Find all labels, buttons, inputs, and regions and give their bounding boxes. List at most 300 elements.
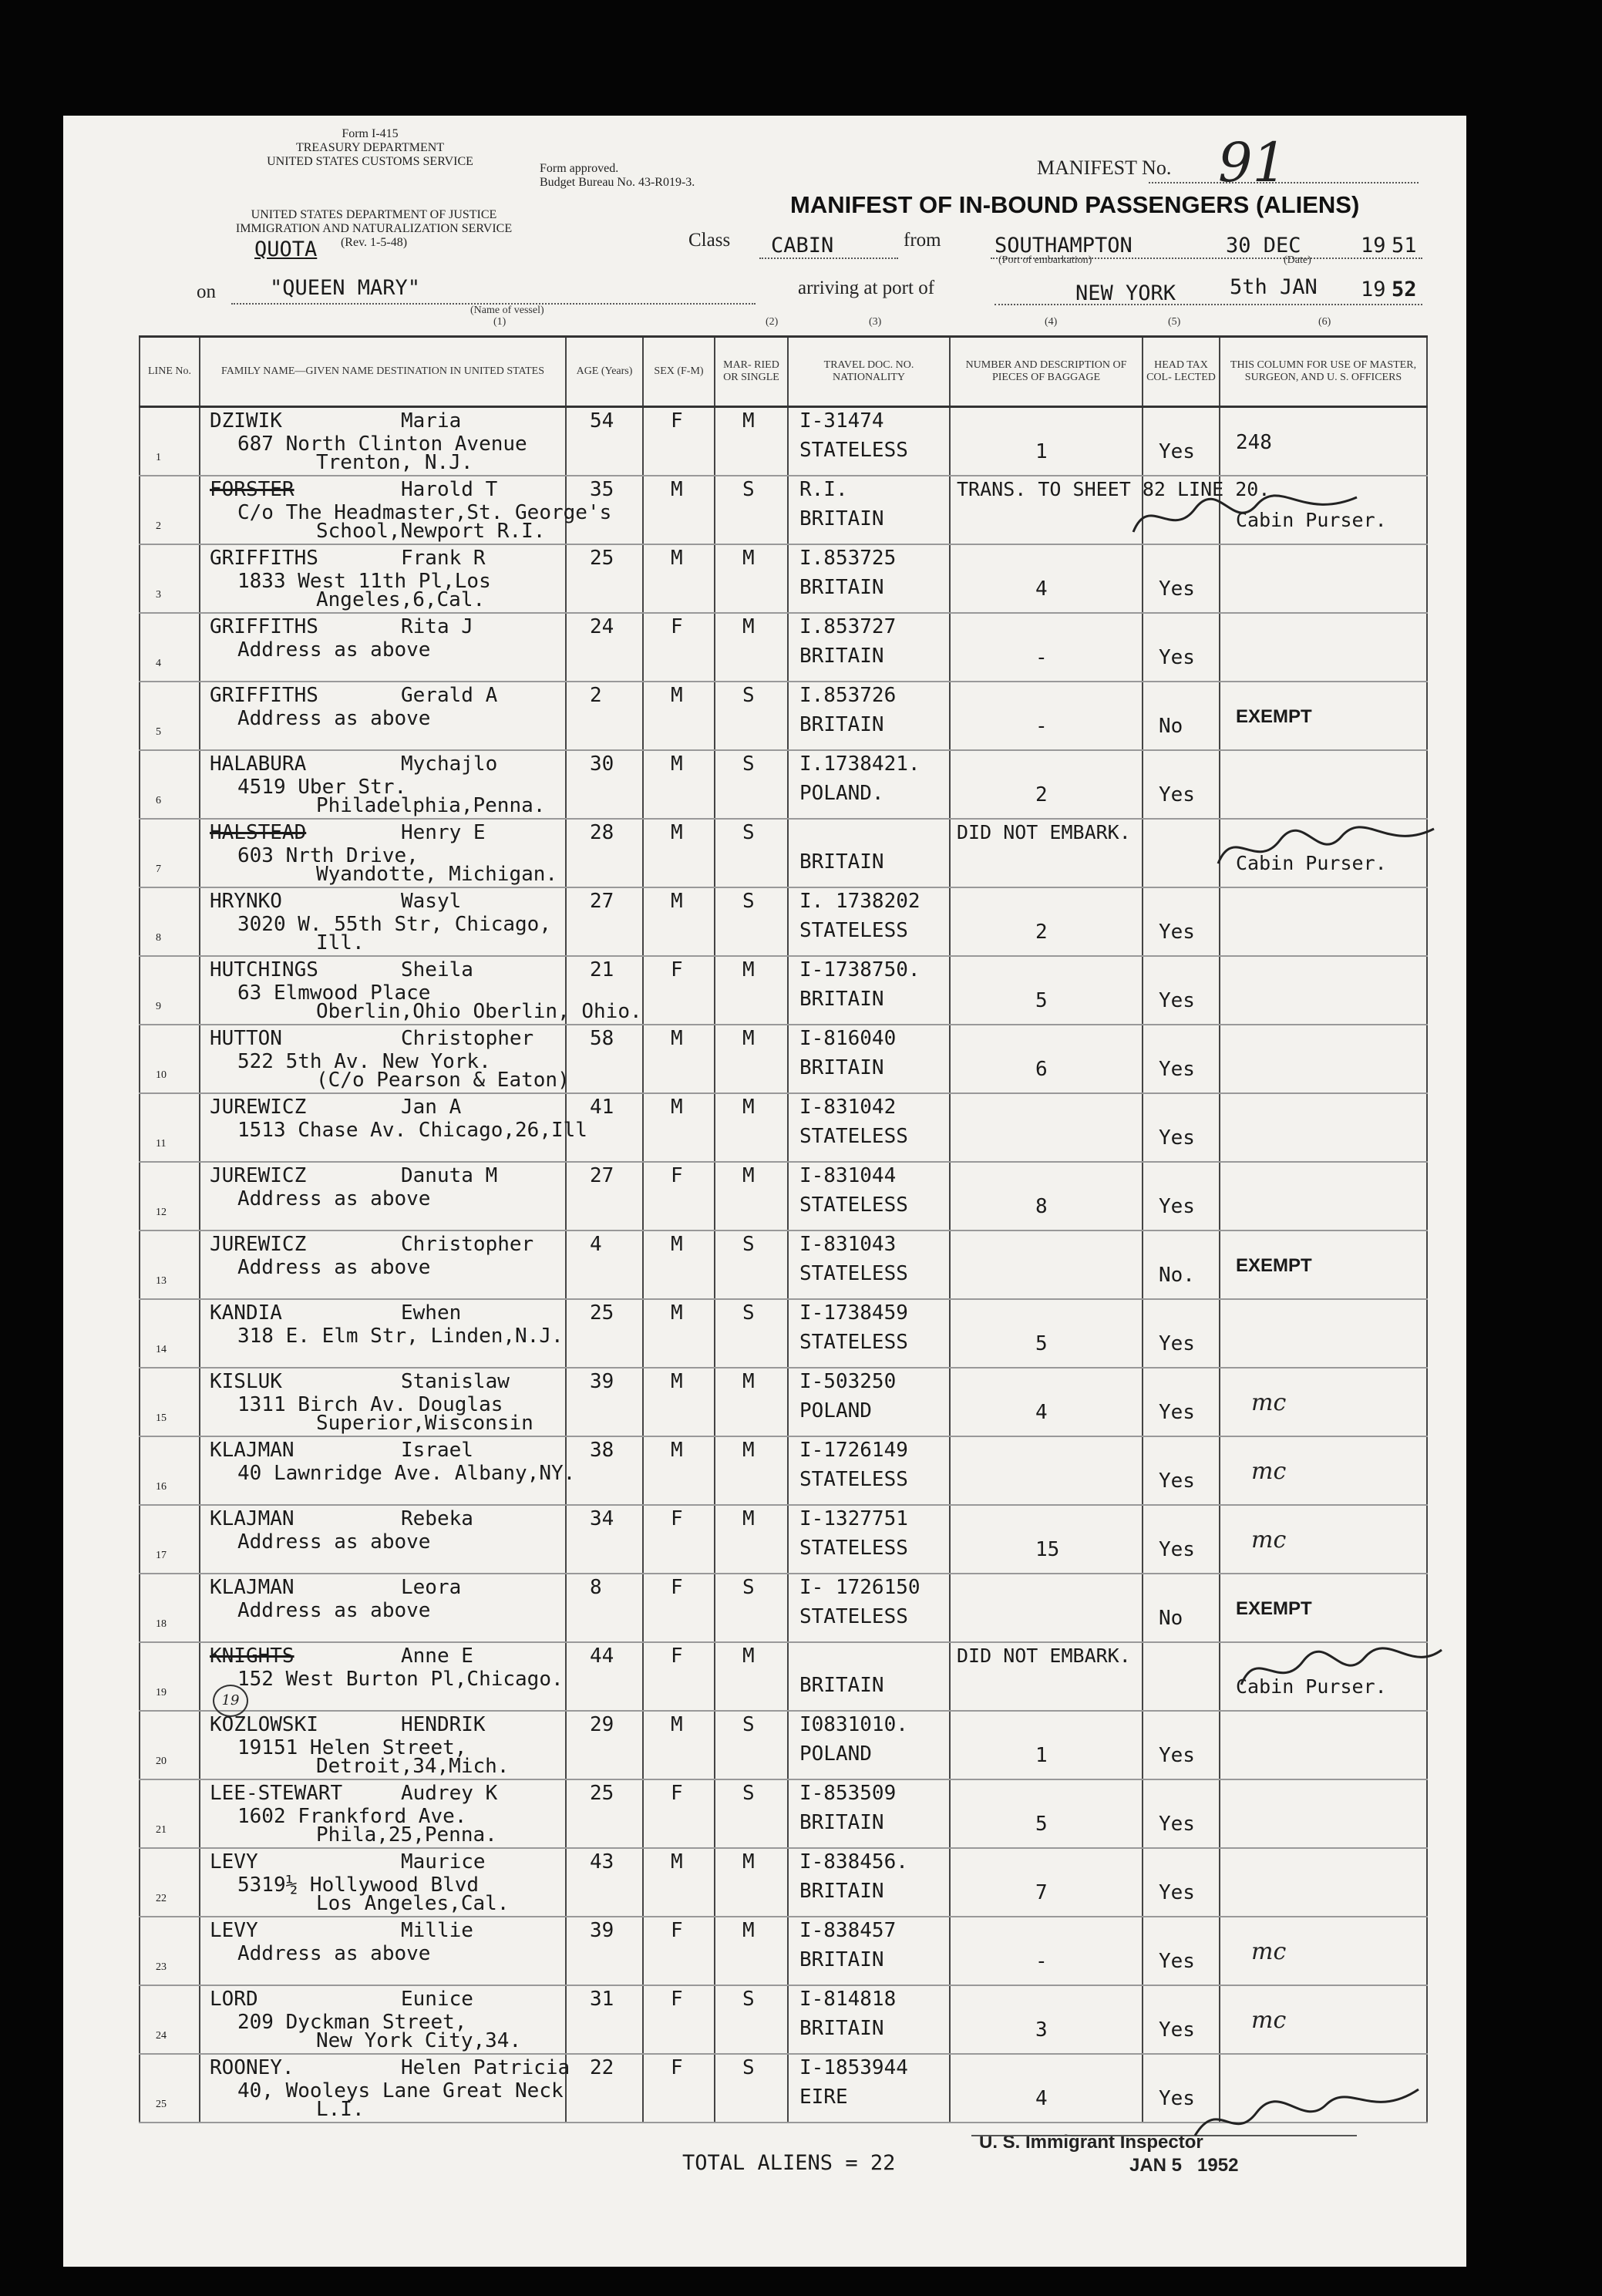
head-tax-cell-text: No [1159,715,1183,738]
nationality: STATELESS [799,919,908,942]
surname: KLAJMAN [210,1439,294,1462]
travel-doc-cell [788,1985,950,2054]
head-tax-cell-text: Yes [1159,440,1195,463]
head-tax-cell [1143,1848,1220,1917]
line-number [140,1779,200,1848]
given-name: Maurice [401,1850,486,1873]
head-tax-cell [1143,1574,1220,1642]
surname: GRIFFITHS [210,615,318,638]
address-line-1: 40 Lawnridge Ave. Albany,NY. [237,1462,576,1485]
marital-cell-text: S [742,821,755,844]
form-number: Form I-415 [342,127,399,140]
sex-cell-text: M [671,821,683,844]
officer-note-cell [1220,1299,1427,1368]
table-row [140,613,1427,682]
officer-note-cell [1220,1230,1427,1299]
address-line-1: 5319½ Hollywood Blvd [237,1873,480,1897]
on-label: on [197,281,216,302]
address-line-1: C/o The Headmaster,St. George's [237,501,612,524]
travel-doc-cell [788,682,950,750]
address-line-2: Ill. [316,931,365,954]
col-num-4: (4) [1045,316,1058,328]
stamp-date: JAN 5 1952 [1129,2155,1239,2176]
nationality: STATELESS [799,1537,908,1560]
age-cell [566,682,643,750]
line-number [140,1436,200,1505]
sex-cell-text: M [671,752,683,776]
address-line-1: 1602 Frankford Ave. [237,1805,467,1828]
marital-cell [715,956,788,1025]
address-line-2: (C/o Pearson & Eaton) [316,1069,570,1092]
head-tax-cell [1143,1985,1220,2054]
name-cell [200,1368,566,1436]
travel-doc-number: I-853509 [799,1782,897,1805]
head-tax-cell-text: Yes [1159,1470,1195,1493]
age-cell [566,1025,643,1093]
baggage-cell [950,407,1143,476]
nationality: BRITAIN [799,507,884,530]
travel-doc-number: I-503250 [799,1370,897,1393]
travel-doc-number: I- 1726150 [799,1576,920,1599]
table-row [140,1093,1427,1162]
line-number [140,407,200,476]
given-name: Israel [401,1439,473,1462]
travel-doc-number: I.1738421. [799,752,920,776]
age-cell-text: 27 [590,890,614,913]
officer-note-cell [1220,1505,1427,1574]
head-tax-cell-text: Yes [1159,783,1195,806]
given-name: Wasyl [401,890,462,913]
baggage-cell [950,956,1143,1025]
sex-cell-text: F [671,1576,683,1599]
officer-note-cell-text: Cabin Purser. [1236,509,1387,531]
name-cell [200,682,566,750]
sex-cell [643,1025,715,1093]
sex-cell [643,1299,715,1368]
given-name: Eunice [401,1988,473,2011]
age-cell-text: 22 [590,2056,614,2079]
line-number-text: 8 [156,932,161,944]
given-name: Helen Patricia [401,2056,570,2079]
table-row [140,1985,1427,2054]
line-number [140,613,200,682]
form-info [254,127,486,169]
given-name: Henry E [401,821,486,844]
baggage-cell [950,1436,1143,1505]
marital-cell [715,1299,788,1368]
head-tax-cell [1143,1917,1220,1985]
travel-doc-number: I-816040 [799,1027,897,1050]
address-line-1: 318 E. Elm Str, Linden,N.J. [237,1325,564,1348]
address-line-1: 63 Elmwood Place [237,981,431,1005]
head-tax-cell [1143,887,1220,956]
surname: HALABURA [210,752,307,776]
given-name: Ewhen [401,1301,462,1325]
approval-info [540,162,771,190]
marital-cell [715,1025,788,1093]
purser-signature-2 [1210,817,1442,879]
baggage-cell [950,1093,1143,1162]
travel-doc-cell [788,1162,950,1230]
sex-cell-text: M [671,1370,683,1393]
given-name: Leora [401,1576,462,1599]
sex-cell-text: F [671,1507,683,1530]
address-line-2: New York City,34. [316,2029,522,2052]
age-cell [566,407,643,476]
age-cell [566,1711,643,1779]
baggage-cell [950,2054,1143,2123]
sex-cell [643,476,715,544]
nationality: BRITAIN [799,713,884,736]
age-cell-text: 30 [590,752,614,776]
age-cell [566,956,643,1025]
line-number [140,956,200,1025]
surname: KANDIA [210,1301,282,1325]
marital-cell-text: S [742,1782,755,1805]
line-number-text: 2 [156,520,161,532]
address-line-2: L.I. [316,2098,365,2121]
given-name: Christopher [401,1027,534,1050]
baggage-cell [950,1574,1143,1642]
name-cell [200,2054,570,2123]
travel-doc-cell [788,476,950,544]
baggage-cell-text: - [1035,715,1048,738]
officer-note-cell [1220,1917,1427,1985]
nationality: POLAND [799,1399,872,1422]
marital-cell-text: S [742,2056,755,2079]
line-number-text: 9 [156,1001,161,1012]
manifest-title: MANIFEST OF IN-BOUND PASSENGERS (ALIENS) [790,191,1360,218]
baggage-cell [950,1779,1143,1848]
travel-doc-cell [788,750,950,819]
vessel-caption: (Name of vessel) [470,305,544,316]
marital-cell-text: M [742,1370,755,1393]
line-number-text: 19 [156,1687,167,1698]
nationality: STATELESS [799,1262,908,1285]
age-cell-text: 25 [590,1301,614,1325]
passenger-table [139,335,1428,2123]
given-name: Stanislaw [401,1370,510,1393]
given-name: Harold T [401,478,498,501]
age-cell-text: 2 [590,684,602,707]
baggage-cell-text: 15 [1035,1538,1060,1561]
head-tax-cell [1143,1025,1220,1093]
sex-cell [643,1368,715,1436]
line-number [140,1917,200,1985]
name-cell [200,407,566,476]
head-tax-cell-text: Yes [1159,1744,1195,1767]
line-number-text: 4 [156,658,161,669]
sex-cell-text: M [671,478,683,501]
travel-doc-number: I-1853944 [799,2056,908,2079]
age-cell-text: 39 [590,1370,614,1393]
head-tax-cell [1143,407,1220,476]
baggage-cell [950,750,1143,819]
line-number-text: 24 [156,2030,167,2042]
arriving-date: 5th JAN [1230,275,1318,299]
col-num-3: (3) [869,316,882,328]
marital-cell [715,1848,788,1917]
given-name: Anne E [401,1645,473,1668]
line-number [140,2054,200,2123]
nationality: STATELESS [799,1605,908,1628]
baggage-cell [950,1917,1143,1985]
age-cell [566,1162,643,1230]
justice-info [193,208,555,250]
baggage-cell-text: 1 [1035,440,1048,463]
travel-doc-cell [788,613,950,682]
baggage-cell-text: 8 [1035,1195,1048,1218]
line-number [140,476,200,544]
travel-doc-number: R.I. [799,478,848,501]
address-line-1: 4519 Uber Str. [237,776,407,799]
surname: HUTCHINGS [210,958,318,981]
marital-cell [715,819,788,887]
baggage-cell [950,1025,1143,1093]
head-tax-cell-text: Yes [1159,1881,1195,1904]
name-cell [200,1711,566,1779]
surname: JUREWICZ [210,1164,307,1187]
baggage-cell-text: 1 [1035,1744,1048,1767]
sex-cell-text: M [671,547,683,570]
sex-cell-text: M [671,1027,683,1050]
name-cell [200,1162,566,1230]
name-cell [200,1779,566,1848]
line-number [140,1848,200,1917]
head-tax-cell [1143,1299,1220,1368]
officer-note-cell [1220,1368,1427,1436]
travel-doc-cell [788,544,950,613]
head-tax-cell-text: Yes [1159,2018,1195,2042]
marital-cell-text: M [742,409,755,433]
address-line-1: 1513 Chase Av. Chicago,26,Ill [237,1119,587,1142]
baggage-cell [950,544,1143,613]
marital-cell-text: S [742,1301,755,1325]
class-value: CABIN [771,234,834,258]
baggage-cell-text: 5 [1035,989,1048,1012]
travel-doc-number: I-814818 [799,1988,897,2011]
arriving-year-prefix: 19 [1361,278,1386,301]
sex-cell [643,613,715,682]
header-married: MAR- RIED OR SINGLE [715,337,788,407]
surname: KLAJMAN [210,1507,294,1530]
col-num-1: (1) [493,316,507,328]
table-row [140,1436,1427,1505]
marital-cell-text: M [742,1439,755,1462]
officer-note-cell-text: Cabin Purser. [1236,1675,1387,1698]
table-row [140,1368,1427,1436]
name-cell [200,887,566,956]
baggage-cell-text: 7 [1035,1881,1048,1904]
table-row [140,1162,1427,1230]
head-tax-cell [1143,1642,1220,1711]
given-name: Jan A [401,1096,462,1119]
given-name: Gerald A [401,684,498,707]
baggage-cell [950,1848,1143,1917]
line-number-text: 3 [156,589,161,601]
baggage-cell [950,613,1143,682]
nationality: STATELESS [799,1125,908,1148]
marital-cell [715,1093,788,1162]
table-row [140,1505,1427,1574]
line-number-text: 5 [156,726,161,738]
age-cell-text: 58 [590,1027,614,1050]
nationality: BRITAIN [799,850,884,874]
address-line-2: School,Newport R.I. [316,520,546,543]
marital-cell [715,476,788,544]
baggage-cell-text: 5 [1035,1813,1048,1836]
head-tax-cell [1143,1368,1220,1436]
marital-cell-text: M [742,547,755,570]
head-tax-cell [1143,682,1220,750]
line-number [140,1230,200,1299]
total-aliens: TOTAL ALIENS = 22 [682,2151,896,2175]
head-tax-cell-text: Yes [1159,1813,1195,1836]
manifest-number: 91 [1218,131,1287,194]
budget-label: Budget Bureau No. 43-R019-3. [540,176,695,189]
travel-doc-number: I.853726 [799,684,897,707]
travel-doc-cell [788,2054,950,2123]
header-family-name: FAMILY NAME—GIVEN NAME DESTINATION IN UNITED STATES [200,337,566,407]
line-number [140,1711,200,1779]
officer-note-cell-text: 248 [1236,431,1272,454]
marital-cell [715,544,788,613]
officer-note-cell-text: EXEMPT [1236,1255,1312,1276]
sex-cell-text: F [671,409,683,433]
sex-cell-text: M [671,1439,683,1462]
officer-note-cell-text: EXEMPT [1236,1598,1312,1619]
address-line-2: Oberlin,Ohio Oberlin, Ohio. [316,1000,642,1023]
head-tax-cell [1143,1779,1220,1848]
head-tax-cell [1143,1093,1220,1162]
marital-cell-text: S [742,1576,755,1599]
head-tax-cell-text: Yes [1159,1401,1195,1424]
arriving-port: NEW YORK [1075,281,1176,305]
marital-cell-text: S [742,1713,755,1736]
sex-cell [643,1505,715,1574]
class-label: Class [688,230,731,251]
officer-note-cell [1220,1848,1427,1917]
travel-doc-cell [788,1093,950,1162]
sex-cell [643,1574,715,1642]
passenger-rows [140,407,1427,2123]
head-tax-cell [1143,544,1220,613]
officer-note-cell [1220,887,1427,956]
age-cell [566,1093,643,1162]
marital-cell-text: M [742,1850,755,1873]
officer-note-cell [1220,407,1427,476]
address-line-1: 687 North Clinton Avenue [237,433,527,456]
baggage-cell-text: DID NOT EMBARK. [957,1645,1131,1667]
line-number [140,1505,200,1574]
line-number [140,1574,200,1642]
line-number [140,1368,200,1436]
name-cell [200,819,566,887]
officer-note-cell-text: Cabin Purser. [1236,852,1387,874]
marital-cell-text: S [742,1988,755,2011]
sex-cell [643,1779,715,1848]
line-number [140,544,200,613]
surname: GRIFFITHS [210,684,318,707]
nationality: STATELESS [799,1331,908,1354]
nationality: BRITAIN [799,988,884,1011]
age-cell-text: 24 [590,615,614,638]
purser-signature-1 [1126,486,1380,547]
head-tax-cell [1143,1162,1220,1230]
marital-cell-text: M [742,1096,755,1119]
age-cell [566,887,643,956]
travel-doc-cell [788,1711,950,1779]
age-cell-text: 44 [590,1645,614,1668]
line-number-text: 10 [156,1069,167,1081]
sex-cell-text: M [671,1850,683,1873]
head-tax-cell-text: Yes [1159,921,1195,944]
marital-cell [715,1642,788,1711]
address-line-1: 522 5th Av. New York. [237,1050,491,1073]
marital-cell [715,1436,788,1505]
name-cell [200,1299,566,1368]
address-line-1: 19151 Helen Street, [237,1736,467,1759]
age-cell [566,1917,643,1985]
sex-cell-text: F [671,1645,683,1668]
marital-cell-text: M [742,1919,755,1942]
given-name: Sheila [401,958,473,981]
age-cell-text: 34 [590,1507,614,1530]
marital-cell [715,1985,788,2054]
line-number-text: 14 [156,1344,167,1355]
age-cell-text: 31 [590,1988,614,2011]
marital-cell-text: S [742,1233,755,1256]
age-cell-text: 29 [590,1713,614,1736]
surname: FORSTER [210,478,294,501]
officer-note-cell-text: mc [1251,1458,1287,1485]
name-cell [200,1230,566,1299]
baggage-cell-text: 3 [1035,2018,1048,2042]
given-name: HENDRIK [401,1713,486,1736]
head-tax-cell-text: Yes [1159,1332,1195,1355]
travel-doc-cell [788,1848,950,1917]
head-tax-cell-text: No [1159,1607,1183,1630]
travel-doc-number: I0831010. [799,1713,908,1736]
marital-cell-text: S [742,684,755,707]
age-cell-text: 27 [590,1164,614,1187]
table-row [140,887,1427,956]
table-row [140,682,1427,750]
address-line-1: Address as above [237,638,431,662]
sex-cell [643,1985,715,2054]
head-tax-cell [1143,1230,1220,1299]
age-cell-text: 39 [590,1919,614,1942]
age-cell-text: 8 [590,1576,602,1599]
ins-label: IMMIGRATION AND NATURALIZATION SERVICE [235,222,513,235]
marital-cell [715,1505,788,1574]
surname: JUREWICZ [210,1233,307,1256]
sex-cell [643,1436,715,1505]
surname: LEVY [210,1850,258,1873]
address-line-2: Los Angeles,Cal. [316,1892,510,1915]
line-number-text: 20 [156,1756,167,1767]
line-number-text: 25 [156,2099,167,2110]
officer-note-cell [1220,956,1427,1025]
address-line-1: Address as above [237,707,431,730]
surname: HALSTEAD [210,821,307,844]
rev-label: (Rev. 1-5-48) [340,236,408,249]
baggage-cell [950,476,1270,544]
table-row [140,1779,1427,1848]
officer-note-cell-text: mc [1251,1938,1287,1965]
treasury-label: TREASURY DEPARTMENT [295,141,445,154]
travel-doc-number: I.853727 [799,615,897,638]
